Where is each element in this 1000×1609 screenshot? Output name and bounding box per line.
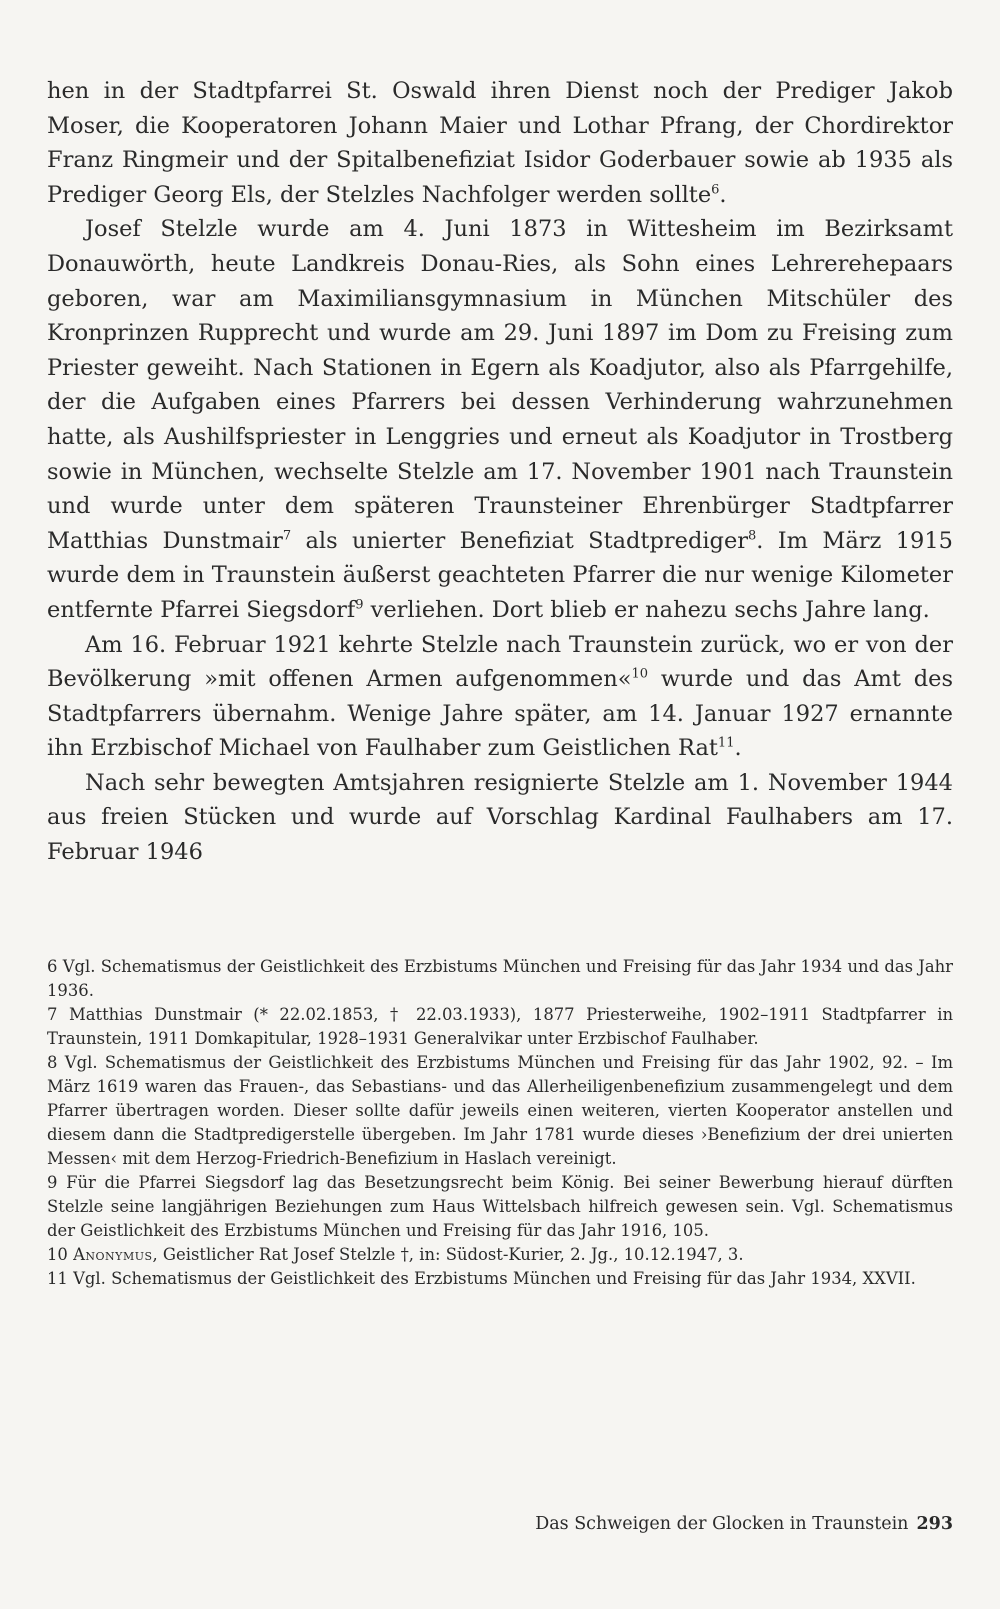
paragraph-3 [47,628,953,766]
footnote-text: Vgl. Schematismus der Geistlichkeit des Erzbistums München und Freising für das Jahr 1902, 92. – Im März 1619 waren das Frauen-, das Sebastians- und das Allerheiligenbenefizium zusammengelegt und dem Pfarrer übertragen worden. Dieser sollte dafür jeweils einen weiteren, vierten Kooperator anstellen und diesem dann die Stadtpredigerstelle übergeben. Im Jahr 1781 wurde dieses ›Benefizium der drei unierten Messen‹ mit dem Herzog-Friedrich-Benefizium in Haslach vereinigt. [47,1053,953,1168]
paragraph-1 [47,74,953,212]
text-run: . [734,735,742,762]
footnote-number: 6 [47,957,58,976]
text-run: Nach sehr bewegten Amtsjahren resignierte Stelzle am 1. November 1944 aus freien Stücken und wurde auf Vorschlag Kardinal Faulhabers am 17. Februar 1946 [47,769,953,866]
text-run: als unierter Benefiziat Stadtprediger [291,527,749,554]
text-run: . Im März 1915 wurde dem in Traunstein äußerst geachteten Pfarrer die nur wenige Kilometer entfernte Pfarrei Siegsdorf [47,527,953,623]
footnote-ref[interactable]: 6 [711,182,720,198]
main-text [47,74,953,870]
footnote-number: 7 [47,1005,58,1024]
text-run: hen in der Stadtpfarrei St. Oswald ihren Dienst noch der Prediger Jakob Moser, die Kooperatoren Johann Maier und Lothar Pfrang, der Chordirektor Franz Ringmeir und der Spitalbenefiziat Isidor Goderbauer sowie ab 1935 als Prediger Georg Els, der Stelzles Nachfolger werden sollte [47,78,953,208]
footnotes [47,955,953,1291]
footnote-9 [47,1171,953,1243]
footnote-number: 9 [47,1173,58,1192]
footnote-number: 8 [47,1053,58,1072]
footnote-ref[interactable]: 11 [717,735,735,751]
footnote-text: Matthias Dunstmair (* 22.02.1853, † 22.03.1933), 1877 Priesterweihe, 1902–1911 Stadtpfarrer in Traunstein, 1911 Domkapitular, 1928–1931 Generalvikar unter Erzbischof Faulhaber. [47,1005,954,1048]
footnote-ref[interactable]: 10 [631,666,649,682]
footnote-number: 11 [47,1269,68,1288]
paragraph-2 [47,212,953,627]
paragraph-4 [47,766,953,870]
footnote-text: Vgl. Schematismus der Geistlichkeit des Erzbistums München und Freising für das Jahr 1934 und das Jahr 1936. [47,957,954,1000]
footnote-10 [47,1243,953,1267]
running-footer [535,1514,953,1534]
text-run: verliehen. Dort blieb er nahezu sechs Jahre lang. [363,596,930,623]
footnote-11 [47,1267,953,1291]
footnote-number: 10 [47,1245,68,1264]
footnote-text: Vgl. Schematismus der Geistlichkeit des Erzbistums München und Freising für das Jahr 1934, XXVII. [73,1269,916,1288]
footnote-7 [47,1003,953,1051]
footnote-ref[interactable]: 7 [282,528,292,544]
text-run: Am 16. Februar 1921 kehrte Stelzle nach Traunstein zurück, wo er von der Bevölkerung »mit offenen Armen aufgenommen« [47,631,953,693]
footnote-6 [47,955,953,1003]
footnote-8 [47,1051,953,1171]
footnote-ref[interactable]: 8 [748,528,757,544]
text-run: Josef Stelzle wurde am 4. Juni 1873 in Wittesheim im Bezirksamt Donauwörth, heute Landkreis Donau-Ries, als Sohn eines Lehrerehepaars geboren, war am Maximiliansgymnasium in München Mitschüler des Kronprinzen Rupprecht und wurde am 29. Juni 1897 im Dom zu Freising zum Priester geweiht. Nach Stationen in Egern als Koadjutor, also als Pfarrgehilfe, der die Aufgaben eines Pfarrers bei dessen Verhinderung wahrzunehmen hatte, als Aushilfspriester in Lenggries und erneut als Koadjutor in Trostberg sowie in München, wechselte Stelzle am 17. November 1901 nach Traunstein und wurde unter dem späteren Traunsteiner Ehrenbürger Stadtpfarrer Matthias Dunstmair [47,216,953,554]
page-number: 293 [916,1514,953,1534]
text-run: . [719,181,727,208]
footnote-text: Für die Pfarrei Siegsdorf lag das Besetzungsrecht beim König. Bei seiner Bewerbung hierauf dürften Stelzle seine langjährigen Beziehungen zum Haus Wittelsbach hilfreich gewesen sein. Vgl. Schematismus der Geistlichkeit des Erzbistums München und Freising für das Jahr 1916, 105. [47,1173,953,1240]
footnote-text: , Geistlicher Rat Josef Stelzle †, in: Südost-Kurier, 2. Jg., 10.12.1947, 3. [152,1245,744,1264]
text-run: wurde und das Amt des Stadtpfarrers übernahm. Wenige Jahre später, am 14. Januar 1927 ernannte ihn Erzbischof Michael von Faulhaber zum Geistlichen Rat [47,666,953,762]
footnote-author: Anonymus [73,1245,153,1264]
running-title: Das Schweigen der Glocken in Traunstein [535,1514,909,1534]
footnote-ref[interactable]: 9 [355,597,364,613]
